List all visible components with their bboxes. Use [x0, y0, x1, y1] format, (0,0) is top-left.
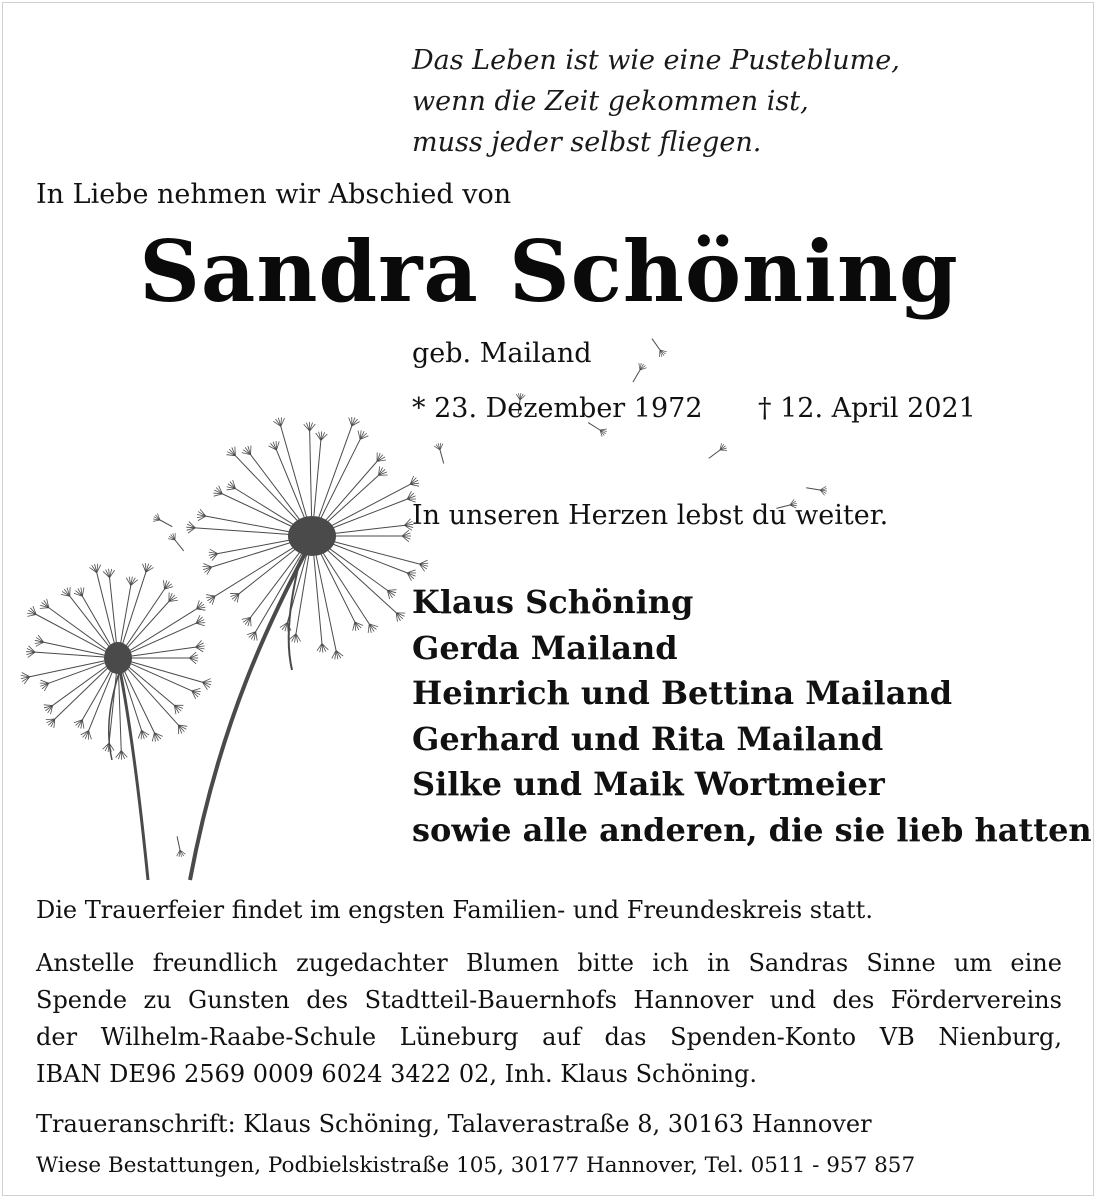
donation-word: Nienburg, — [938, 1023, 1062, 1051]
intro-text: In Liebe nehmen wir Abschied von — [36, 179, 512, 210]
donation-word: bitte — [577, 949, 634, 977]
donation-word: Wilhelm-Raabe-Schule — [100, 1023, 377, 1051]
mourning-address: Traueranschrift: Klaus Schöning, Talaverastraße 8, 30163 Hannover — [36, 1110, 872, 1138]
donation-line — [36, 1019, 1062, 1056]
mourner: Silke und Maik Wortmeier — [412, 765, 885, 803]
maiden-name: geb. Mailand — [412, 338, 592, 369]
donation-word: in — [707, 949, 731, 977]
donation-word: das — [604, 1023, 647, 1051]
donation-word: und — [769, 986, 816, 1014]
donation-line-text: IBAN DE96 2569 0009 6024 3422 02, Inh. Klaus Schöning. — [36, 1060, 757, 1088]
donation-line — [36, 982, 1062, 1019]
donation-word: zugedachter — [296, 949, 448, 977]
donation-word: VB — [879, 1023, 915, 1051]
donation-word: ich — [652, 949, 689, 977]
poem-line: Das Leben ist wie eine Pusteblume, — [412, 45, 900, 76]
donation-word: um — [953, 949, 993, 977]
donation-word: Gunsten — [188, 986, 290, 1014]
donation-word: Hannover — [633, 986, 754, 1014]
donation-note — [36, 945, 1062, 1093]
donation-word: freundlich — [152, 949, 278, 977]
donation-word: der — [36, 1023, 78, 1051]
donation-word: Stadtteil-Bauernhofs — [364, 986, 617, 1014]
donation-line — [36, 945, 1062, 982]
death-date: † 12. April 2021 — [758, 393, 976, 424]
deceased-name: Sandra Schöning — [139, 222, 959, 321]
donation-word: Spenden-Konto — [670, 1023, 857, 1051]
mourner: Klaus Schöning — [412, 583, 694, 621]
donation-word: Fördervereins — [890, 986, 1062, 1014]
donation-word: Blumen — [465, 949, 560, 977]
poem — [412, 40, 900, 163]
donation-word: auf — [542, 1023, 581, 1051]
mourner: Gerda Mailand — [412, 628, 678, 667]
donation-line — [36, 1056, 1062, 1093]
poem-line: muss jeder selbst fliegen. — [412, 127, 762, 158]
mourners-list — [412, 580, 1092, 853]
donation-word: Sandras — [748, 949, 849, 977]
donation-word: Lüneburg — [399, 1023, 519, 1051]
donation-word: eine — [1010, 949, 1062, 977]
donation-word: Sinne — [866, 949, 936, 977]
donation-word: des — [306, 986, 349, 1014]
mourner: sowie alle anderen, die sie lieb hatten — [412, 810, 1092, 849]
poem-line: wenn die Zeit gekommen ist, — [412, 86, 809, 117]
mourner: Heinrich und Bettina Mailand — [412, 674, 953, 712]
donation-word: Anstelle — [36, 949, 135, 977]
funeral-home: Wiese Bestattungen, Podbielskistraße 105, 30177 Hannover, Tel. 0511 - 957 857 — [36, 1153, 916, 1178]
mourner: Gerhard und Rita Mailand — [412, 719, 884, 758]
birth-date: * 23. Dezember 1972 — [412, 393, 703, 424]
motto: In unseren Herzen lebst du weiter. — [412, 500, 889, 531]
donation-word: des — [832, 986, 875, 1014]
ceremony-note: Die Trauerfeier findet im engsten Familien- und Freundeskreis statt. — [36, 896, 873, 924]
donation-word: Spende — [36, 986, 128, 1014]
donation-word: zu — [143, 986, 172, 1014]
